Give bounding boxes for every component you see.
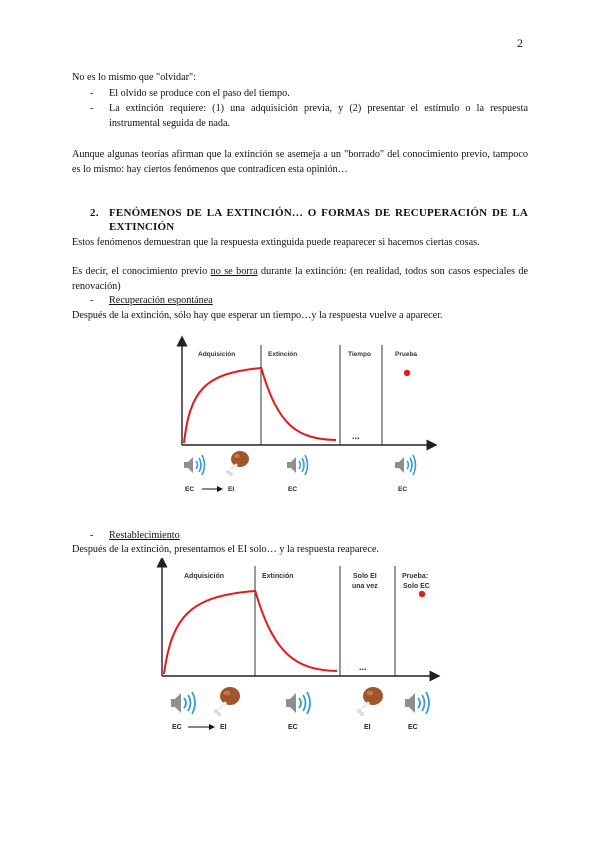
- bullet-text: El olvido se produce con el paso del tiempo.: [109, 88, 290, 99]
- ellipsis: ...: [359, 662, 367, 672]
- test-response-dot: [404, 370, 410, 376]
- stimulus-label: EC: [398, 486, 408, 493]
- bullet-item: [90, 86, 528, 101]
- bullet-dash: -: [90, 530, 94, 541]
- phase-label: Tiempo: [348, 351, 371, 358]
- paragraph: Después de la extinción, sólo hay que esperar un tiempo…y la respuesta vuelve a aparecer.: [72, 310, 443, 321]
- stimulus-label: EI: [364, 724, 371, 731]
- speaker-icon: [405, 692, 429, 714]
- underlined-phrase: no se borra: [210, 266, 258, 277]
- stimulus-label: EC: [185, 486, 195, 493]
- stimulus-label: EI: [228, 486, 235, 493]
- ellipsis: ...: [352, 431, 360, 441]
- section-title: FENÓMENOS DE LA EXTINCIÓN… O FORMAS DE RECUPERACIÓN DE LA EXTINCIÓN: [109, 207, 528, 233]
- paragraph: Después de la extinción, presentamos el EI solo… y la respuesta reaparece.: [72, 544, 379, 555]
- section-heading: [90, 206, 528, 234]
- subsection-title: Restablecimiento: [109, 530, 180, 541]
- bullet-dash: -: [90, 103, 94, 114]
- drumstick-icon: [214, 687, 240, 716]
- phase-label: Adquisición: [198, 351, 236, 358]
- speaker-icon: [286, 692, 310, 714]
- drumstick-icon: [226, 451, 249, 476]
- drumstick-icon: [357, 687, 383, 716]
- stimulus-label: EC: [288, 724, 298, 731]
- speaker-icon: [287, 455, 308, 475]
- phase-label: Extinción: [262, 573, 294, 580]
- phase-label: Prueba: [395, 351, 418, 358]
- subsection-title: Recuperación espontánea: [109, 295, 213, 306]
- test-response-dot: [419, 591, 425, 597]
- bullet-dash: -: [90, 295, 94, 306]
- spontaneous-recovery-figure: [170, 335, 440, 500]
- bullet-item: [90, 101, 528, 131]
- bullet-dash: -: [90, 88, 94, 99]
- paragraph: Aunque algunas teorías afirman que la extinción se asemeja a un "borrado" del conocimiento previo, tampoco es lo mismo: hay ciertos fenómenos que contradicen esta opinión…: [72, 149, 528, 175]
- subsection-bullet: [90, 293, 528, 308]
- page-number: 2: [517, 36, 523, 50]
- stimulus-label: EI: [220, 724, 227, 731]
- paragraph: Estos fenómenos demuestran que la respuesta extinguida puede reaparecer si hacemos ciertas cosas.: [72, 237, 480, 248]
- speaker-icon: [171, 692, 195, 714]
- extinction-curve: [261, 367, 336, 440]
- intro-text: No es lo mismo que "olvidar":: [72, 72, 197, 83]
- extinction-curve: [255, 590, 337, 671]
- speaker-icon: [184, 455, 205, 475]
- phase-label: Prueba:: [402, 573, 429, 580]
- paragraph: Es decir, el conocimiento previo no se borra durante la extinción: (en realidad, todos son casos especiales de renovación): [72, 266, 529, 292]
- section-number: 2.: [90, 207, 99, 219]
- bullet-text: La extinción requiere: (1) una adquisición previa, y (2) presentar el estímulo o la respuesta instrumental seguida de nada.: [109, 103, 528, 129]
- phase-label: Solo EI: [353, 573, 377, 580]
- phase-label: Extinción: [268, 351, 298, 358]
- phase-label: Solo EC: [403, 583, 430, 590]
- acquisition-curve: [184, 368, 261, 443]
- acquisition-curve: [164, 591, 255, 674]
- stimulus-label: EC: [288, 486, 298, 493]
- speaker-icon: [395, 455, 416, 475]
- phase-label: una vez: [352, 583, 378, 590]
- phase-label: Adquisición: [184, 573, 225, 580]
- reinstatement-figure: [152, 558, 442, 738]
- subsection-bullet: [90, 528, 528, 543]
- stimulus-label: EC: [172, 724, 182, 731]
- stimulus-label: EC: [408, 724, 418, 731]
